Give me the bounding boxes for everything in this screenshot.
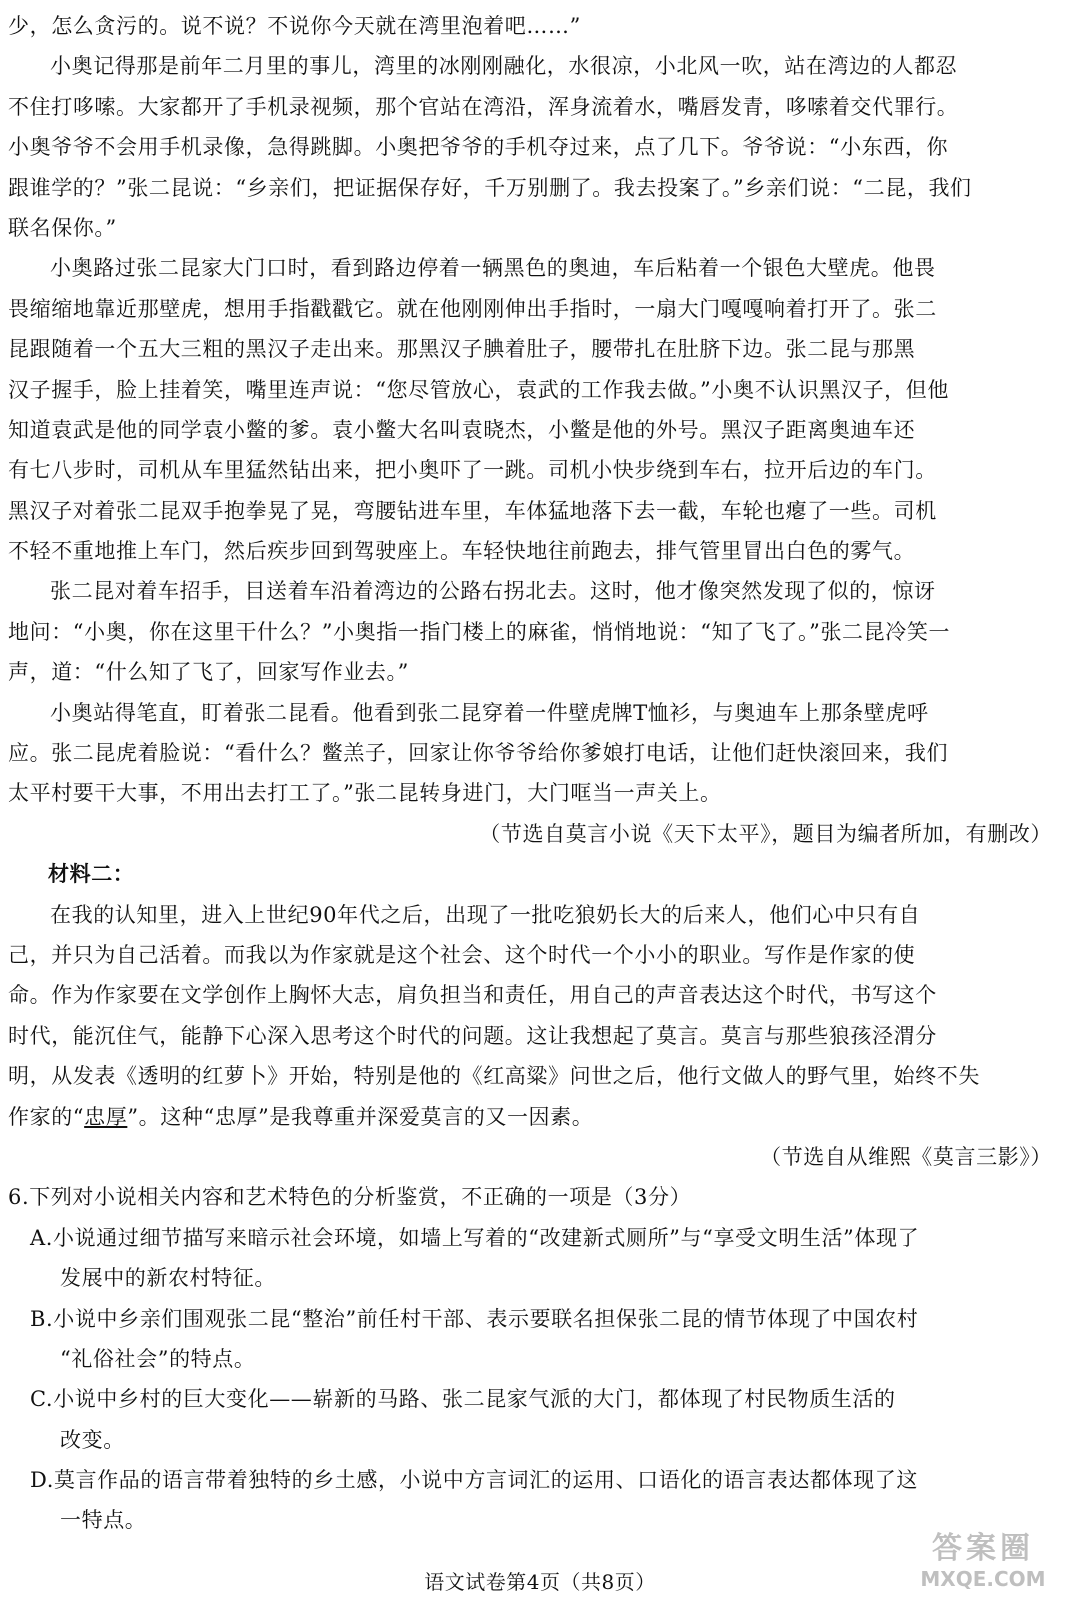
page-footer: 语文试卷第4页（共8页） xyxy=(424,1570,656,1594)
passage-line: 小奥记得那是前年二月里的事儿，湾里的冰刚刚融化，水很凉，小北风一吹，站在湾边的人都忍 xyxy=(50,54,958,79)
option-d-cont: 一特点。 xyxy=(60,1508,147,1533)
watermark-logo xyxy=(898,1532,1068,1596)
material2-line: 在我的认知里，进入上世纪90年代之后，出现了一批吃狼奶长大的后来人，他们心中只有自 xyxy=(50,902,921,927)
watermark-text: 答案圈 xyxy=(932,1531,1034,1566)
option-b-cont: “礼俗社会”的特点。 xyxy=(60,1346,256,1371)
passage-line: 汉子握手，脸上挂着笑，嘴里连声说：“您尽管放心，袁武的工作我去做。”小奥不认识黑汉子，但他 xyxy=(8,377,949,402)
passage-line: 小奥爷爷不会用手机录像，急得跳脚。小奥把爷爷的手机夺过来，点了几下。爷爷说：“小东西，你 xyxy=(8,135,949,160)
option-c-cont: 改变。 xyxy=(60,1427,125,1452)
passage-line: 畏缩缩地靠近那壁虎，想用手指戳戳它。就在他刚刚伸出手指时，一扇大门嘎嘎响着打开了。张二 xyxy=(8,296,937,321)
passage-line: 地问：“小奥，你在这里干什么？”小奥指一指门楼上的麻雀，悄悄地说：“知了飞了。”张二昆冷笑一 xyxy=(8,619,951,644)
underlined-term: 忠厚 xyxy=(84,1104,128,1129)
passage-line: 有七八步时，司机从车里猛然钻出来，把小奥吓了一跳。司机小快步绕到车右，拉开后边的车门。 xyxy=(8,458,937,483)
page-text xyxy=(8,6,1064,1541)
material2-last-pre: 作家的“ xyxy=(8,1104,85,1129)
passage-line: 知道袁武是他的同学袁小鳖的爹。袁小鳖大名叫袁晓杰，小鳖是他的外号。黑汉子距离奥迪车还 xyxy=(8,417,916,442)
passage-line: 不轻不重地推上车门，然后疾步回到驾驶座上。车轻快地往前跑去，排气管里冒出白色的雾气。 xyxy=(8,539,916,564)
material2-line: 时代，能沉住气，能静下心深入思考这个时代的问题。这让我想起了莫言。莫言与那些狼孩泾渭分 xyxy=(8,1023,937,1048)
passage-line: 不住打哆嗦。大家都开了手机录视频，那个官站在湾沿，浑身流着水，嘴唇发青，哆嗦着交代罪行。 xyxy=(8,94,959,119)
option-a: A.小说通过细节描写来暗示社会环境，如墙上写着的“改建新式厕所”与“享受文明生活”体现了 xyxy=(30,1225,920,1250)
question-stem: 6.下列对小说相关内容和艺术特色的分析鉴赏，不正确的一项是（3分） xyxy=(8,1185,692,1210)
material2-heading: 材料二： xyxy=(48,861,135,887)
passage-line: 黑汉子对着张二昆双手抱拳晃了晃，弯腰钻进车里，车体猛地落下去一截，车轮也瘪了一些。司机 xyxy=(8,498,937,523)
passage-line: 声，道：“什么知了飞了，回家写作业去。” xyxy=(8,660,409,685)
watermark-url: MXQE.COM xyxy=(920,1567,1046,1591)
material2-last-post: ”。这种“忠厚”是我尊重并深爱莫言的又一因素。 xyxy=(127,1104,594,1129)
option-a-cont: 发展中的新农村特征。 xyxy=(60,1266,276,1291)
material2-last-line xyxy=(8,1097,1064,1137)
passage-line: 太平村要干大事，不用出去打工了。”张二昆转身进门，大门哐当一声关上。 xyxy=(8,781,722,806)
material2-source: （节选自从维熙《莫言三影》） xyxy=(760,1144,1052,1169)
option-d: D.莫言作品的语言带着独特的乡土感，小说中方言词汇的运用、口语化的语言表达都体现了这 xyxy=(30,1468,918,1493)
passage-line: 小奥路过张二昆家大门口时，看到路边停着一辆黑色的奥迪，车后粘着一个银色大壁虎。他畏 xyxy=(50,256,936,281)
passage-line: 小奥站得笔直，盯着张二昆看。他看到张二昆穿着一件壁虎牌T恤衫，与奥迪车上那条壁虎呼 xyxy=(50,700,929,725)
option-b: B.小说中乡亲们围观张二昆“整治”前任村干部、表示要联名担保张二昆的情节体现了中国农村 xyxy=(30,1306,919,1331)
passage-line: 应。张二昆虎着脸说：“看什么？鳖羔子，回家让你爷爷给你爹娘打电话，让他们赶快滚回来，我们 xyxy=(8,741,949,766)
passage-source: （节选自莫言小说《天下太平》，题目为编者所加，有删改） xyxy=(479,821,1052,846)
passage-line: 少，怎么贪污的。说不说？不说你今天就在湾里泡着吧……” xyxy=(8,14,581,38)
passage-line: 张二昆对着车招手，目送着车沿着湾边的公路右拐北去。这时，他才像突然发现了似的，惊讶 xyxy=(50,579,936,604)
material2-line: 己，并只为自己活着。而我以为作家就是这个社会、这个时代一个小小的职业。写作是作家的使 xyxy=(8,942,916,967)
passage-line: 昆跟随着一个五大三粗的黑汉子走出来。那黑汉子腆着肚子，腰带扎在肚脐下边。张二昆与那黑 xyxy=(8,337,916,362)
passage-line: 联名保你。” xyxy=(8,215,117,240)
option-c: C.小说中乡村的巨大变化——崭新的马路、张二昆家气派的大门，都体现了村民物质生活的 xyxy=(30,1387,896,1412)
material2-line: 命。作为作家要在文学创作上胸怀大志，肩负担当和责任，用自己的声音表达这个时代，书写这个 xyxy=(8,983,937,1008)
passage-line: 跟谁学的？”张二昆说：“乡亲们，把证据保存好，千万别删了。我去投案了。”乡亲们说：“二昆，我们 xyxy=(8,175,972,200)
material2-line: 明，从发表《透明的红萝卜》开始，特别是他的《红高粱》问世之后，他行文做人的野气里，始终不失 xyxy=(8,1064,980,1089)
